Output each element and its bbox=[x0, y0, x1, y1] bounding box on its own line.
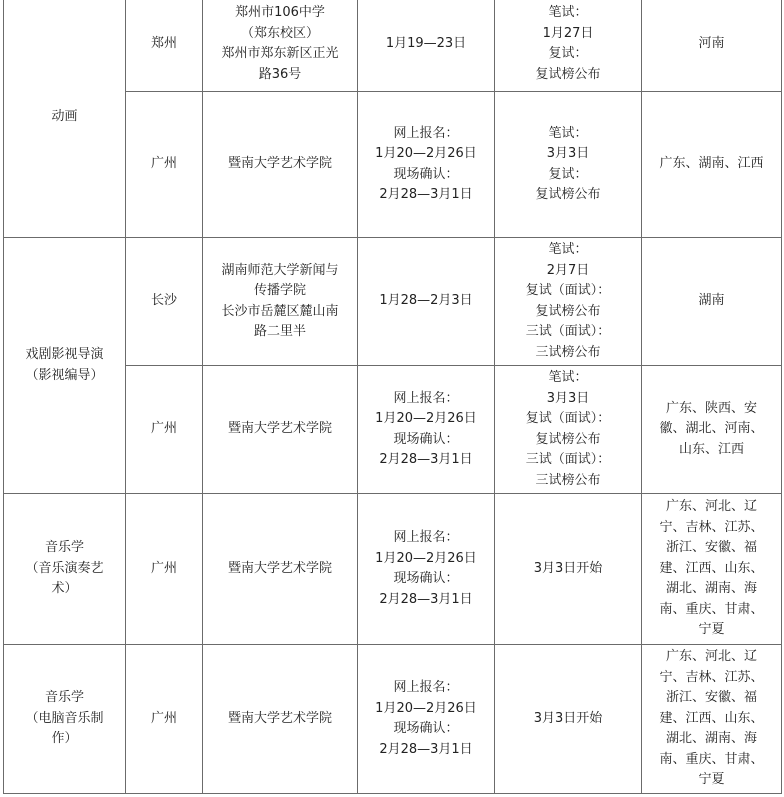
cell-line: 3月3日开始 bbox=[533, 710, 603, 726]
registration-cell bbox=[358, 92, 495, 238]
cell-line: 三试（面试）： bbox=[525, 324, 611, 339]
cell-line: 现场确认： bbox=[393, 431, 459, 447]
registration-cell bbox=[358, 238, 495, 366]
cell-line: 1月20—2月26日 bbox=[375, 411, 477, 426]
cell-line: 2月28—3月1日 bbox=[379, 452, 473, 467]
cell-line: 笔试： bbox=[548, 242, 588, 257]
cell-line: 暨南大学艺术学院 bbox=[227, 421, 332, 437]
cell-line: 1月20—2月26日 bbox=[375, 146, 477, 161]
cell-line: 1月27日 bbox=[542, 25, 594, 41]
major-cell bbox=[4, 0, 126, 238]
major-cell bbox=[4, 645, 126, 794]
cell-line: （电脑音乐制 bbox=[25, 710, 104, 726]
cell-line: 音乐学 bbox=[44, 690, 84, 706]
cell-line: 笔试： bbox=[548, 5, 588, 20]
cell-line: 暨南大学艺术学院 bbox=[227, 710, 332, 726]
cell-line: 复试榜公布 bbox=[535, 187, 601, 202]
cell-line: 笔试： bbox=[548, 370, 588, 385]
cell-line: 广东、湖南、江西 bbox=[659, 156, 764, 172]
cell-line: 网上报名： bbox=[393, 390, 459, 406]
cell-line: 2月7日 bbox=[546, 262, 590, 278]
cell-line: 现场确认： bbox=[393, 166, 459, 182]
city-cell: 广州 bbox=[126, 494, 203, 645]
cell-line: 复试榜公布 bbox=[535, 66, 601, 82]
cell-line: 湖南 bbox=[698, 293, 725, 309]
cell-line: 三试（面试）： bbox=[525, 452, 611, 467]
cell-line: 网上报名： bbox=[393, 530, 459, 545]
cell-line: 浙江、安徽、福 bbox=[665, 690, 757, 706]
cell-line: 戏剧影视导演 bbox=[25, 347, 104, 362]
cell-line: 1月28—2月3日 bbox=[379, 293, 473, 309]
cell-line: 网上报名： bbox=[393, 125, 459, 141]
cell-line: 复试榜公布 bbox=[535, 303, 601, 319]
cell-line: 3月3日 bbox=[546, 146, 590, 161]
cell-line: 浙江、安徽、福 bbox=[665, 540, 757, 556]
cell-line: 网上报名： bbox=[393, 680, 459, 695]
cell-line: 复试（面试）： bbox=[525, 283, 611, 298]
cell-line: 宁夏 bbox=[698, 622, 725, 638]
cell-line: 传播学院 bbox=[253, 283, 306, 298]
provinces-cell bbox=[642, 0, 782, 92]
cell-line: 南、重庆、甘肃、 bbox=[659, 751, 764, 767]
cell-line: 宁夏 bbox=[698, 772, 725, 788]
cell-line: 湖南师范大学新闻与 bbox=[221, 262, 339, 278]
cell-line: 复试： bbox=[548, 46, 588, 61]
exam-schedule-table bbox=[3, 0, 782, 794]
city-cell: 长沙 bbox=[126, 238, 203, 366]
city-cell: 广州 bbox=[126, 92, 203, 238]
city-cell: 郑州 bbox=[126, 0, 203, 92]
cell-line: 湖北、湖南、海 bbox=[665, 731, 757, 747]
cell-line: 建、江西、山东、 bbox=[659, 560, 764, 576]
cell-line: 暨南大学艺术学院 bbox=[227, 156, 332, 172]
exam-cell bbox=[495, 366, 642, 494]
exam-cell bbox=[495, 0, 642, 92]
cell-line: 广东、河北、辽 bbox=[665, 649, 757, 665]
cell-line: 1月20—2月26日 bbox=[375, 550, 477, 566]
cell-line: 2月28—3月1日 bbox=[379, 741, 473, 757]
cell-line: 路二里半 bbox=[253, 324, 306, 339]
registration-cell bbox=[358, 366, 495, 494]
cell-line: 复试： bbox=[548, 166, 588, 182]
cell-line: 动画 bbox=[51, 108, 78, 124]
cell-line: 复试（面试）： bbox=[525, 411, 611, 426]
major-cell bbox=[4, 238, 126, 494]
cell-line: 现场确认： bbox=[393, 571, 459, 586]
cell-line: 广东、陕西、安 bbox=[665, 400, 757, 416]
registration-cell bbox=[358, 494, 495, 645]
cell-line: 广东、河北、辽 bbox=[665, 499, 757, 515]
cell-line: 山东、江西 bbox=[678, 441, 744, 457]
cell-line: 3月3日 bbox=[546, 390, 590, 406]
cell-line: 徽、湖北、河南、 bbox=[659, 421, 764, 437]
provinces-cell bbox=[642, 494, 782, 645]
table-row bbox=[4, 0, 782, 92]
cell-line: 河南 bbox=[698, 35, 725, 51]
cell-line: 路36号 bbox=[258, 66, 302, 82]
cell-line: 3月3日开始 bbox=[533, 560, 603, 576]
cell-line: 长沙市岳麓区麓山南 bbox=[221, 303, 339, 319]
table-row bbox=[4, 238, 782, 366]
cell-line: 湖北、湖南、海 bbox=[665, 581, 757, 597]
provinces-cell bbox=[642, 238, 782, 366]
registration-cell bbox=[358, 0, 495, 92]
table-row bbox=[4, 645, 782, 794]
cell-line: 南、重庆、甘肃、 bbox=[659, 601, 764, 617]
cell-line: 术） bbox=[51, 581, 78, 597]
cell-line: 郑州市106中学 bbox=[235, 5, 325, 20]
venue-cell bbox=[203, 0, 358, 92]
cell-line: 笔试： bbox=[548, 125, 588, 141]
city-cell: 广州 bbox=[126, 366, 203, 494]
cell-line: 三试榜公布 bbox=[535, 344, 601, 360]
major-cell bbox=[4, 494, 126, 645]
cell-line: 2月28—3月1日 bbox=[379, 187, 473, 202]
city-cell: 广州 bbox=[126, 645, 203, 794]
cell-line: 音乐学 bbox=[44, 540, 84, 556]
exam-cell bbox=[495, 92, 642, 238]
cell-line: （音乐演奏艺 bbox=[25, 560, 104, 576]
cell-line: 宁、吉林、江苏、 bbox=[659, 519, 764, 535]
cell-line: （郑东校区） bbox=[240, 25, 319, 41]
venue-cell bbox=[203, 494, 358, 645]
venue-cell bbox=[203, 92, 358, 238]
cell-line: 郑州市郑东新区正光 bbox=[221, 46, 339, 61]
cell-line: 1月20—2月26日 bbox=[375, 700, 477, 716]
exam-cell bbox=[495, 494, 642, 645]
cell-line: 复试榜公布 bbox=[535, 431, 601, 447]
provinces-cell bbox=[642, 366, 782, 494]
cell-line: 作） bbox=[51, 731, 78, 747]
venue-cell bbox=[203, 366, 358, 494]
cell-line: 暨南大学艺术学院 bbox=[227, 560, 332, 576]
venue-cell bbox=[203, 645, 358, 794]
cell-line: 三试榜公布 bbox=[535, 472, 601, 488]
cell-line: （影视编导） bbox=[25, 367, 104, 383]
cell-line: 现场确认： bbox=[393, 721, 459, 736]
cell-line: 建、江西、山东、 bbox=[659, 710, 764, 726]
exam-cell bbox=[495, 238, 642, 366]
venue-cell bbox=[203, 238, 358, 366]
cell-line: 1月19—23日 bbox=[385, 35, 467, 51]
cell-line: 宁、吉林、江苏、 bbox=[659, 669, 764, 685]
provinces-cell bbox=[642, 92, 782, 238]
exam-cell bbox=[495, 645, 642, 794]
registration-cell bbox=[358, 645, 495, 794]
provinces-cell bbox=[642, 645, 782, 794]
table-row bbox=[4, 494, 782, 645]
cell-line: 2月28—3月1日 bbox=[379, 591, 473, 607]
